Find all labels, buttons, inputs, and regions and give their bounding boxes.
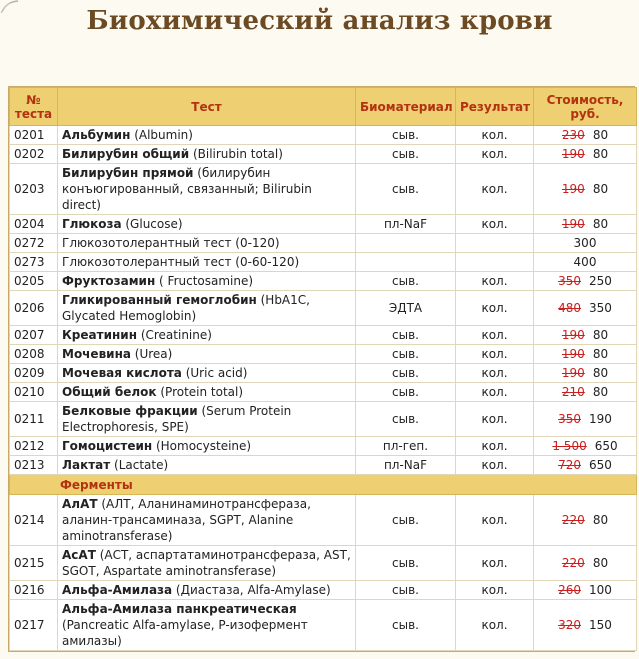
price-cell	[534, 345, 637, 364]
test-name-detail: (Uric acid)	[181, 366, 248, 380]
price-cell	[534, 581, 637, 600]
price-cell	[534, 546, 637, 581]
biomaterial: сыв.	[356, 326, 456, 345]
test-code: 0214	[10, 495, 58, 546]
old-price: 190	[561, 328, 585, 342]
old-price: 480	[558, 301, 581, 315]
test-code: 0215	[10, 546, 58, 581]
biomaterial: сыв.	[356, 546, 456, 581]
test-code: 0202	[10, 145, 58, 164]
current-price: 80	[592, 385, 609, 399]
test-name	[58, 437, 356, 456]
biomaterial: сыв.	[356, 145, 456, 164]
test-name	[58, 234, 356, 253]
old-price: 190	[561, 182, 585, 196]
current-price: 80	[592, 147, 609, 161]
current-price: 350	[589, 301, 612, 315]
header-biomaterial: Биоматериал	[356, 88, 456, 126]
test-name-detail: (Creatinine)	[137, 328, 212, 342]
price-cell	[534, 164, 637, 215]
price-table	[9, 87, 637, 651]
old-price: 260	[558, 583, 581, 597]
test-name-main: Билирубин общий	[62, 147, 190, 161]
result-type: кол.	[456, 581, 534, 600]
test-name-main: Мочевая кислота	[62, 366, 182, 380]
result-type: кол.	[456, 383, 534, 402]
test-name-main: АсАТ	[62, 548, 96, 562]
test-name-main: Общий белок	[62, 385, 157, 399]
biomaterial: ЭДТА	[356, 291, 456, 326]
biomaterial: сыв.	[356, 345, 456, 364]
test-name-detail: (Serum Protein Electrophoresis, SPE)	[62, 404, 292, 434]
section-row	[10, 475, 637, 495]
test-code: 0216	[10, 581, 58, 600]
biomaterial	[356, 234, 456, 253]
result-type: кол.	[456, 456, 534, 475]
test-name	[58, 383, 356, 402]
table-row	[10, 326, 637, 345]
test-name	[58, 145, 356, 164]
table-row	[10, 215, 637, 234]
test-name-detail: (HbA1C, Glycated Hemoglobin)	[62, 293, 310, 323]
current-price: 250	[589, 274, 612, 288]
test-name-detail: (Albumin)	[130, 128, 193, 142]
test-name	[58, 345, 356, 364]
test-name-detail: (Pancreatic Alfa-amylase, P-изофермент амилазы)	[62, 618, 308, 648]
price-cell	[534, 456, 637, 475]
test-name	[58, 456, 356, 475]
test-code: 0210	[10, 383, 58, 402]
table-row	[10, 272, 637, 291]
test-name-detail: (Homocysteine)	[152, 439, 252, 453]
test-code: 0204	[10, 215, 58, 234]
price-cell	[534, 291, 637, 326]
section-title: Ферменты	[10, 475, 637, 495]
biomaterial: пл-геп.	[356, 437, 456, 456]
header-result: Результат	[456, 88, 534, 126]
biomaterial: сыв.	[356, 272, 456, 291]
old-price: 190	[561, 347, 585, 361]
test-name-main: Фруктозамин	[62, 274, 156, 288]
test-name	[58, 164, 356, 215]
price-cell	[534, 215, 637, 234]
table-row	[10, 164, 637, 215]
table-header-row	[10, 88, 637, 126]
test-name	[58, 253, 356, 272]
old-price: 720	[558, 458, 581, 472]
old-price: 230	[561, 128, 585, 142]
test-name-detail: (АЛТ, Аланинаминотрансфераза, аланин-трансаминаза, SGPT, Alanine aminotransferase)	[62, 497, 311, 543]
test-name	[58, 581, 356, 600]
test-code: 0209	[10, 364, 58, 383]
biomaterial: сыв.	[356, 164, 456, 215]
result-type: кол.	[456, 145, 534, 164]
current-price: 100	[589, 583, 612, 597]
biomaterial: сыв.	[356, 402, 456, 437]
old-price: 320	[558, 618, 581, 632]
result-type: кол.	[456, 437, 534, 456]
price-cell	[534, 253, 637, 272]
price-cell	[534, 234, 637, 253]
table-row	[10, 126, 637, 145]
table-row	[10, 456, 637, 475]
test-code: 0208	[10, 345, 58, 364]
test-name-main: Креатинин	[62, 328, 137, 342]
table-row	[10, 581, 637, 600]
current-price: 80	[592, 217, 609, 231]
test-name-detail: (билирубин конъюгированный, связанный; Bilirubin direct)	[62, 166, 312, 212]
test-name-detail: (АСТ, аспартатаминотрансфераза, AST, SGOT, Aspartate aminotransferase)	[62, 548, 351, 578]
table-row	[10, 437, 637, 456]
test-name-main: Белковые фракции	[62, 404, 198, 418]
test-name	[58, 326, 356, 345]
page-title: Биохимический анализ крови	[86, 6, 553, 36]
test-name-main: Лактат	[62, 458, 111, 472]
table-row	[10, 345, 637, 364]
result-type	[456, 253, 534, 272]
table-row	[10, 383, 637, 402]
table-body	[10, 126, 637, 651]
result-type: кол.	[456, 126, 534, 145]
test-name-main: Глюкоза	[62, 217, 122, 231]
current-price: 650	[589, 458, 612, 472]
table-row	[10, 600, 637, 651]
test-name-main: Гомоцистеин	[62, 439, 153, 453]
test-name-main: Билирубин прямой	[62, 166, 194, 180]
result-type: кол.	[456, 364, 534, 383]
price-cell	[534, 437, 637, 456]
test-name	[58, 546, 356, 581]
result-type: кол.	[456, 546, 534, 581]
current-price: 80	[592, 128, 609, 142]
price-cell	[534, 495, 637, 546]
test-code: 0212	[10, 437, 58, 456]
table-row	[10, 495, 637, 546]
result-type: кол.	[456, 600, 534, 651]
test-code: 0273	[10, 253, 58, 272]
test-name-main: АлАТ	[62, 497, 98, 511]
current-price: 80	[592, 182, 609, 196]
table-row	[10, 291, 637, 326]
test-name-detail: ( Fructosamine)	[155, 274, 254, 288]
test-name	[58, 364, 356, 383]
table-row	[10, 364, 637, 383]
old-price: 350	[558, 274, 581, 288]
result-type	[456, 234, 534, 253]
test-code: 0205	[10, 272, 58, 291]
current-price: 80	[592, 556, 609, 570]
current-price: 400	[573, 255, 597, 269]
old-price: 1 500	[552, 439, 587, 453]
result-type: кол.	[456, 402, 534, 437]
test-name	[58, 291, 356, 326]
biomaterial: сыв.	[356, 383, 456, 402]
test-name-main: Альфа-Амилаза панкреатическая	[62, 602, 297, 616]
test-name-detail: (Диастаза, Alfa-Amylase)	[172, 583, 331, 597]
test-code: 0272	[10, 234, 58, 253]
test-name-detail: (Lactate)	[110, 458, 169, 472]
result-type: кол.	[456, 326, 534, 345]
result-type: кол.	[456, 495, 534, 546]
old-price: 190	[561, 366, 585, 380]
current-price: 80	[592, 513, 609, 527]
current-price: 650	[594, 439, 618, 453]
table-row	[10, 234, 637, 253]
result-type: кол.	[456, 291, 534, 326]
price-cell	[534, 383, 637, 402]
biomaterial: сыв.	[356, 600, 456, 651]
header-test: Тест	[58, 88, 356, 126]
test-code: 0207	[10, 326, 58, 345]
test-name	[58, 215, 356, 234]
test-code: 0213	[10, 456, 58, 475]
old-price: 220	[561, 556, 585, 570]
table-row	[10, 402, 637, 437]
test-code: 0206	[10, 291, 58, 326]
result-type: кол.	[456, 345, 534, 364]
test-code: 0211	[10, 402, 58, 437]
result-type: кол.	[456, 215, 534, 234]
old-price: 220	[561, 513, 585, 527]
biomaterial: сыв.	[356, 364, 456, 383]
price-cell	[534, 402, 637, 437]
old-price: 190	[561, 147, 585, 161]
biomaterial	[356, 253, 456, 272]
test-name-main: Гликированный гемоглобин	[62, 293, 257, 307]
current-price: 150	[589, 618, 612, 632]
test-name-detail: (Urea)	[130, 347, 173, 361]
price-cell	[534, 126, 637, 145]
header-price: Стоимость, руб.	[534, 88, 637, 126]
test-code: 0217	[10, 600, 58, 651]
test-name-detail: (Glucose)	[121, 217, 183, 231]
current-price: 300	[573, 236, 597, 250]
test-name-detail: (Protein total)	[156, 385, 244, 399]
test-name	[58, 126, 356, 145]
old-price: 350	[558, 412, 581, 426]
price-cell	[534, 600, 637, 651]
test-code: 0201	[10, 126, 58, 145]
test-name	[58, 402, 356, 437]
price-cell	[534, 272, 637, 291]
table-row	[10, 253, 637, 272]
test-name-main: Мочевина	[62, 347, 131, 361]
test-name-detail: (Bilirubin total)	[189, 147, 283, 161]
old-price: 210	[561, 385, 585, 399]
current-price: 80	[592, 328, 609, 342]
table-row	[10, 546, 637, 581]
test-name-main: Альбумин	[62, 128, 131, 142]
result-type: кол.	[456, 272, 534, 291]
current-price: 80	[592, 347, 609, 361]
biomaterial: сыв.	[356, 495, 456, 546]
biomaterial: сыв.	[356, 126, 456, 145]
current-price: 80	[592, 366, 609, 380]
test-name-main: Альфа-Амилаза	[62, 583, 173, 597]
test-name	[58, 600, 356, 651]
table-row	[10, 145, 637, 164]
header-test-number: № теста	[10, 88, 58, 126]
test-code: 0203	[10, 164, 58, 215]
test-name	[58, 495, 356, 546]
test-name-detail: Глюкозотолерантный тест (0-60-120)	[62, 255, 300, 269]
biomaterial: сыв.	[356, 581, 456, 600]
price-cell	[534, 145, 637, 164]
old-price: 190	[561, 217, 585, 231]
result-type: кол.	[456, 164, 534, 215]
biomaterial: пл-NaF	[356, 456, 456, 475]
test-name-detail: Глюкозотолерантный тест (0-120)	[62, 236, 280, 250]
test-name	[58, 272, 356, 291]
price-cell	[534, 326, 637, 345]
price-cell	[534, 364, 637, 383]
current-price: 190	[589, 412, 612, 426]
biomaterial: пл-NaF	[356, 215, 456, 234]
price-table-container	[8, 86, 635, 652]
